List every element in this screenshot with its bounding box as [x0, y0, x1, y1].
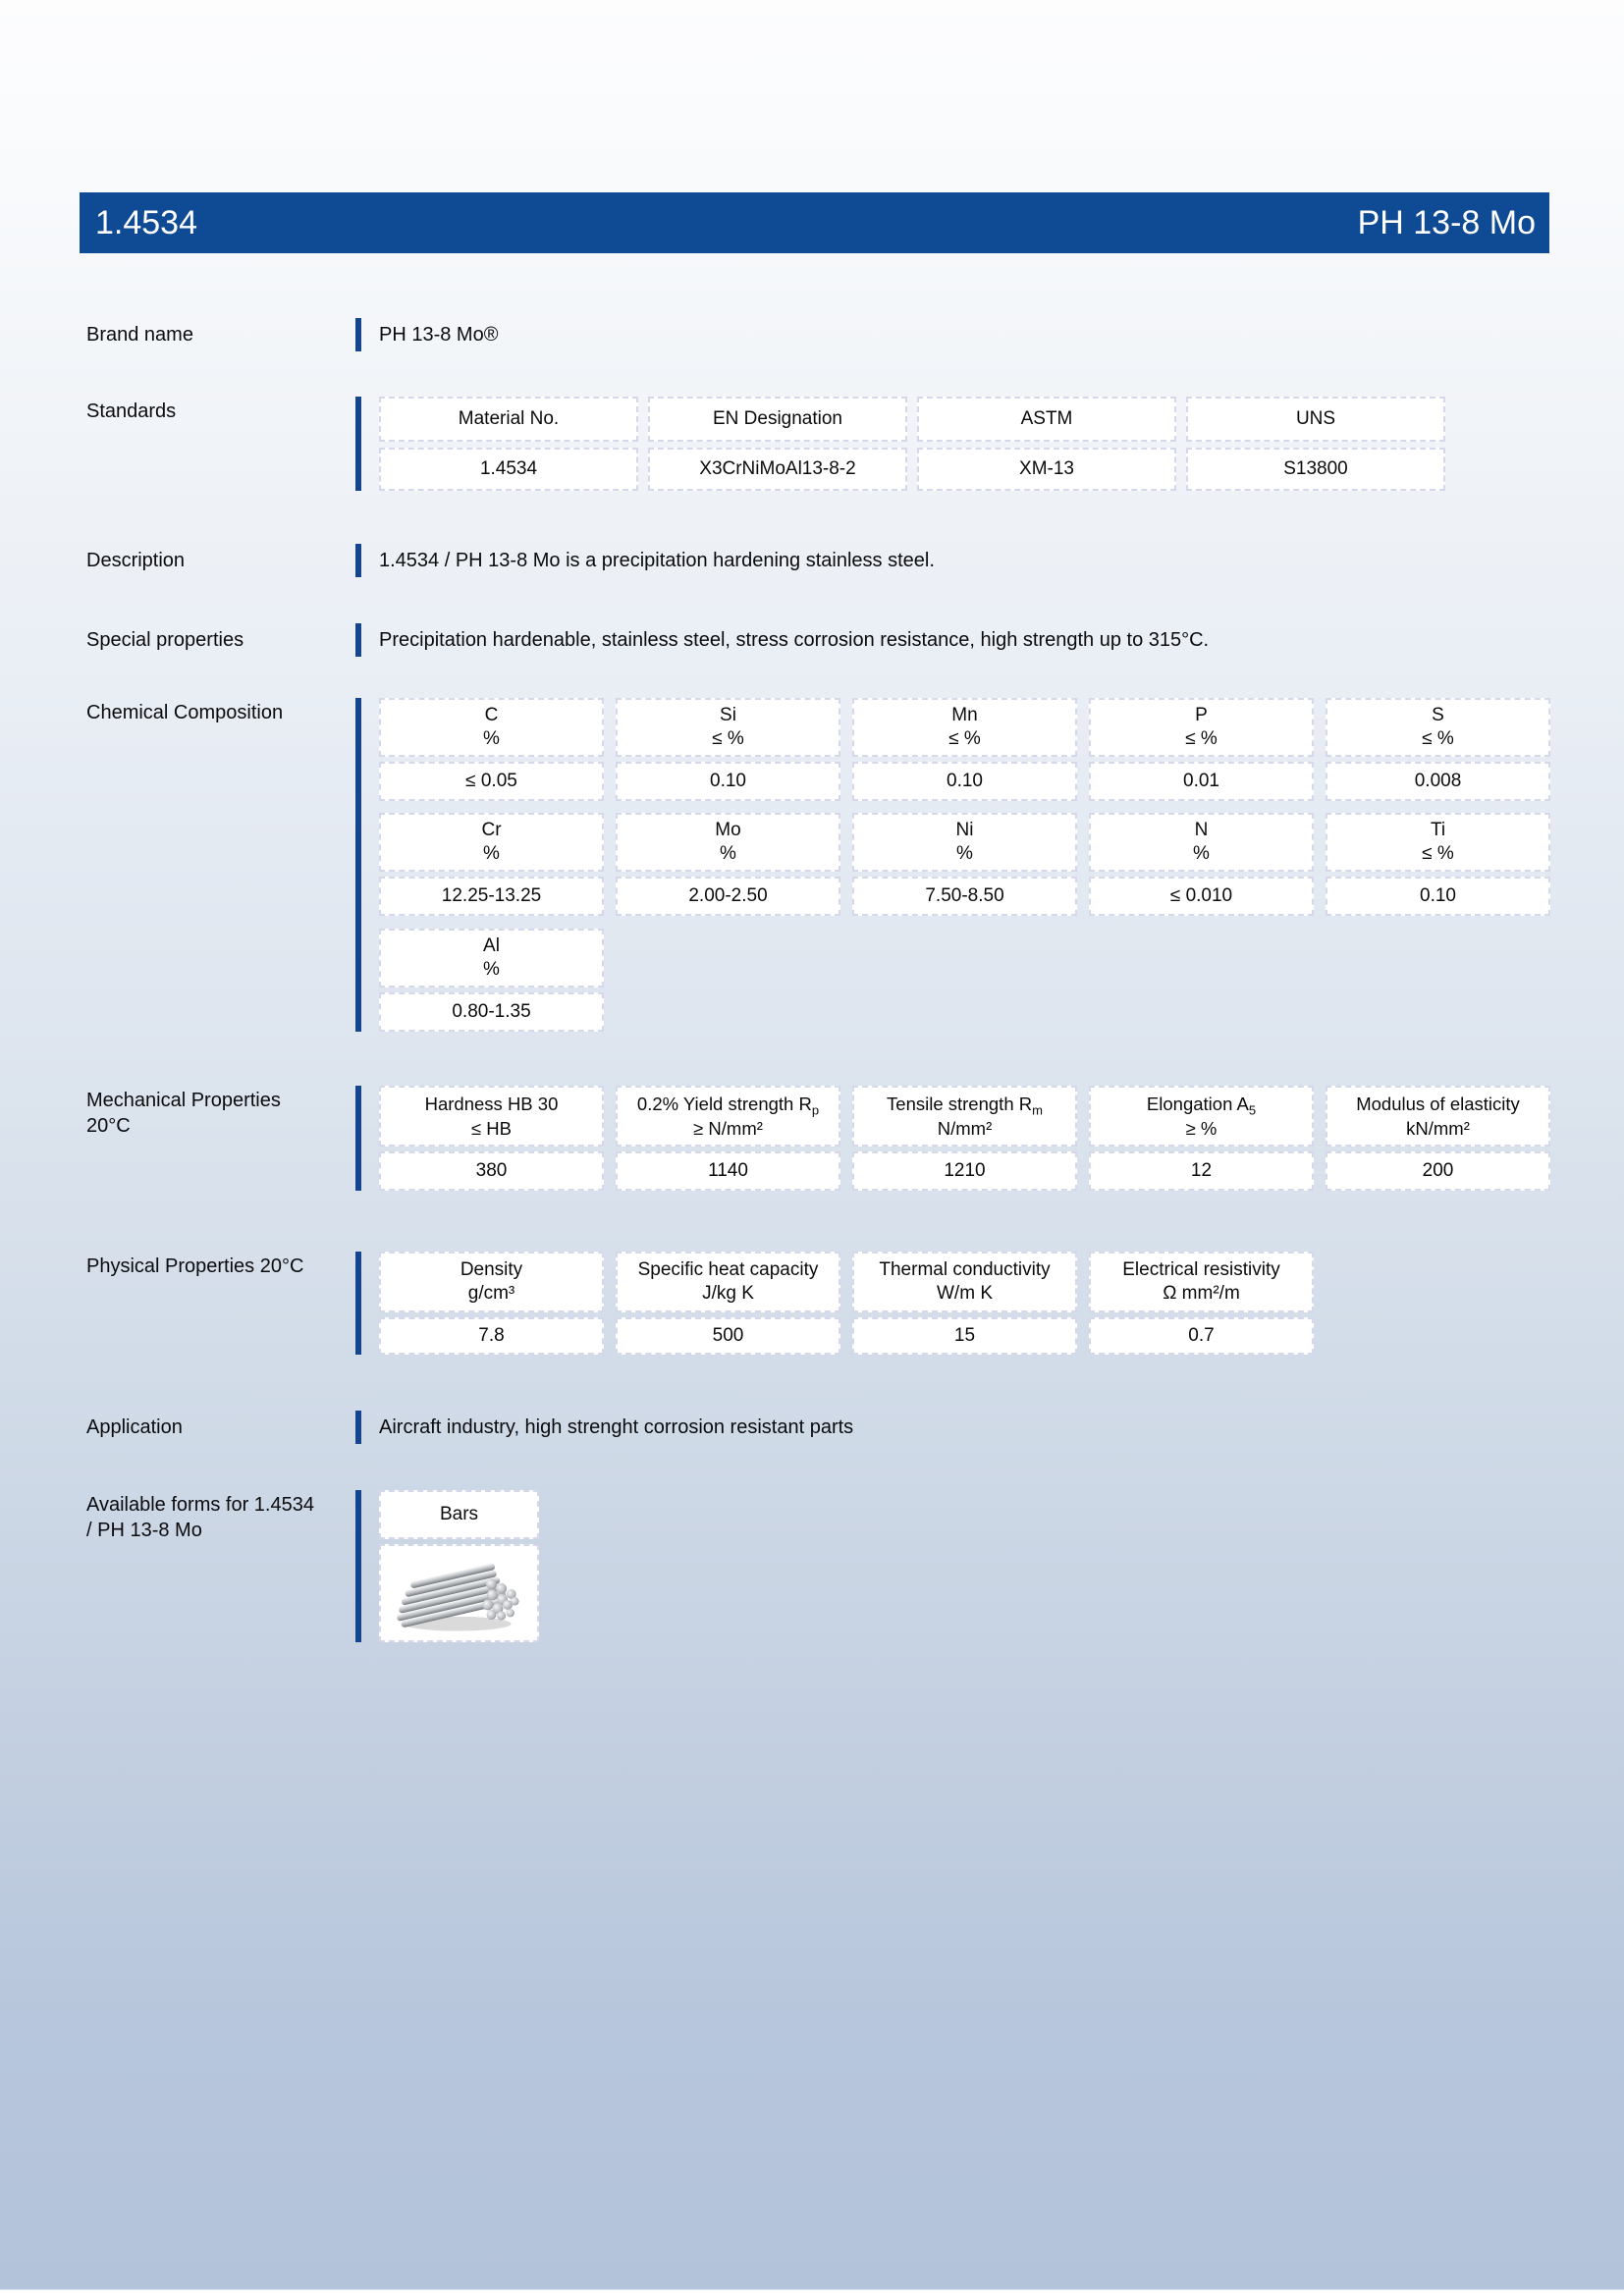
section-available-forms: [0, 1490, 1624, 1642]
element-value-cell: 0.008: [1326, 762, 1550, 801]
special-properties-value: Precipitation hardenable, stainless steel, stress corrosion resistance, high strength up to 315°C.: [355, 623, 1209, 657]
element-symbol: Cr: [481, 820, 502, 840]
element-unit: ≤ %: [1185, 728, 1218, 749]
available-forms-label: [86, 1490, 355, 1642]
section-brand-name: [0, 318, 1624, 351]
section-special-properties: [0, 623, 1624, 657]
property-header-cell: Thermal conductivity W/m K: [852, 1252, 1077, 1312]
element-value-cell: 0.10: [1326, 877, 1550, 916]
application-value: Aircraft industry, high strenght corrosion resistant parts: [355, 1411, 853, 1444]
element-unit: ≤ %: [948, 728, 981, 749]
section-application: [0, 1411, 1624, 1444]
element-symbol: Al: [483, 935, 500, 956]
standards-value-cell: 1.4534: [379, 448, 638, 491]
element-value-cell: ≤ 0.05: [379, 762, 604, 801]
brand-name-value: PH 13-8 Mo®: [355, 318, 498, 351]
property-value-cell: 200: [1326, 1151, 1550, 1191]
standards-header-cell: Material No.: [379, 397, 638, 442]
element-unit: %: [483, 959, 500, 980]
standards-header-cell: ASTM: [917, 397, 1176, 442]
title-bar: [80, 192, 1549, 253]
element-symbol: Si: [720, 705, 736, 725]
property-value-cell: 1140: [616, 1151, 840, 1191]
element-unit: %: [956, 843, 973, 864]
element-value-cell: 0.80-1.35: [379, 992, 604, 1032]
element-header-cell: [852, 813, 1077, 872]
element-header-cell: [852, 698, 1077, 757]
section-description: [0, 544, 1624, 577]
element-value-cell: 0.01: [1089, 762, 1314, 801]
property-value-cell: 380: [379, 1151, 604, 1191]
section-standards: [0, 397, 1624, 491]
mechanical-label-line2: 20°C: [86, 1115, 131, 1137]
property-value-cell: 0.7: [1089, 1317, 1314, 1355]
property-value-cell: 15: [852, 1317, 1077, 1355]
element-header-cell: [1089, 813, 1314, 872]
element-unit: ≤ %: [1422, 843, 1454, 864]
element-header-cell: [379, 929, 604, 988]
physical-properties-label: Physical Properties 20°C: [86, 1255, 304, 1277]
property-header-cell: Modulus of elasticity kN/mm²: [1326, 1086, 1550, 1147]
property-header-cell: Specific heat capacity J/kg K: [616, 1252, 840, 1312]
available-forms-list: [355, 1490, 539, 1642]
standards-label: Standards: [86, 400, 177, 422]
standards-header-cell: UNS: [1186, 397, 1445, 442]
material-number: 1.4534: [95, 203, 197, 241]
form-image-cell: [379, 1544, 539, 1642]
element-header-cell: [1326, 813, 1550, 872]
standards-value-cell: XM-13: [917, 448, 1176, 491]
mechanical-properties-label: [86, 1086, 355, 1191]
section-chemical-composition: [0, 698, 1624, 1032]
property-header-cell: Elongation $A_5$ ≥ %: [1089, 1086, 1314, 1147]
property-header-cell: 0.2% Yield strength $R_p$ ≥ N/mm²: [616, 1086, 840, 1147]
property-value-cell: 7.8: [379, 1317, 604, 1355]
element-value-cell: 0.10: [852, 762, 1077, 801]
standards-value-cell: X3CrNiMoAl13-8-2: [648, 448, 907, 491]
element-header-cell: [616, 698, 840, 757]
physical-properties-table: [355, 1252, 1314, 1355]
element-symbol: Mn: [951, 705, 978, 725]
element-symbol: C: [484, 705, 499, 725]
element-value-cell: 7.50-8.50: [852, 877, 1077, 916]
element-value-cell: 12.25-13.25: [379, 877, 604, 916]
element-value-cell: 2.00-2.50: [616, 877, 840, 916]
element-unit: %: [483, 728, 500, 749]
standards-header-cell: EN Designation: [648, 397, 907, 442]
element-symbol: S: [1432, 705, 1444, 725]
property-value-cell: 1210: [852, 1151, 1077, 1191]
element-header-cell: [379, 698, 604, 757]
application-label: Application: [86, 1416, 183, 1438]
element-value-cell: 0.10: [616, 762, 840, 801]
property-header-cell: Hardness HB 30 ≤ HB: [379, 1086, 604, 1147]
section-mechanical-properties: [0, 1086, 1624, 1191]
chemical-composition-table: [355, 698, 1550, 1032]
element-symbol: Mo: [715, 820, 741, 840]
element-unit: ≤ %: [1422, 728, 1454, 749]
element-symbol: Ti: [1430, 820, 1446, 840]
brand-title: PH 13-8 Mo: [1357, 203, 1536, 241]
form-name-cell: Bars: [379, 1490, 539, 1539]
element-symbol: N: [1194, 820, 1209, 840]
element-unit: %: [1193, 843, 1210, 864]
description-value: 1.4534 / PH 13-8 Mo is a precipitation hardening stainless steel.: [355, 544, 935, 577]
available-forms-label-line1: Available forms for 1.4534: [86, 1494, 314, 1516]
section-physical-properties: [0, 1252, 1624, 1355]
special-properties-label: Special properties: [86, 629, 244, 651]
property-value-cell: 500: [616, 1317, 840, 1355]
element-unit: %: [483, 843, 500, 864]
property-header-cell: Electrical resistivity Ω mm²/m: [1089, 1252, 1314, 1312]
element-header-cell: [1326, 698, 1550, 757]
brand-name-label: Brand name: [86, 324, 193, 346]
chemical-composition-label: Chemical Composition: [86, 702, 284, 723]
element-header-cell: [1089, 698, 1314, 757]
element-symbol: P: [1195, 705, 1208, 725]
standards-value-cell: S13800: [1186, 448, 1445, 491]
element-unit: %: [720, 843, 736, 864]
mechanical-properties-table: [355, 1086, 1550, 1191]
element-header-cell: [379, 813, 604, 872]
available-forms-label-line2: / PH 13-8 Mo: [86, 1520, 202, 1541]
property-header-cell: Tensile strength $R_m$ N/mm²: [852, 1086, 1077, 1147]
property-header-cell: Density g/cm³: [379, 1252, 604, 1312]
steel-bars-image: [387, 1550, 531, 1636]
element-value-cell: ≤ 0.010: [1089, 877, 1314, 916]
element-unit: ≤ %: [712, 728, 744, 749]
standards-table: [355, 397, 1445, 491]
mechanical-label-line1: Mechanical Properties: [86, 1090, 281, 1111]
element-symbol: Ni: [955, 820, 974, 840]
property-value-cell: 12: [1089, 1151, 1314, 1191]
description-label: Description: [86, 550, 186, 571]
element-header-cell: [616, 813, 840, 872]
